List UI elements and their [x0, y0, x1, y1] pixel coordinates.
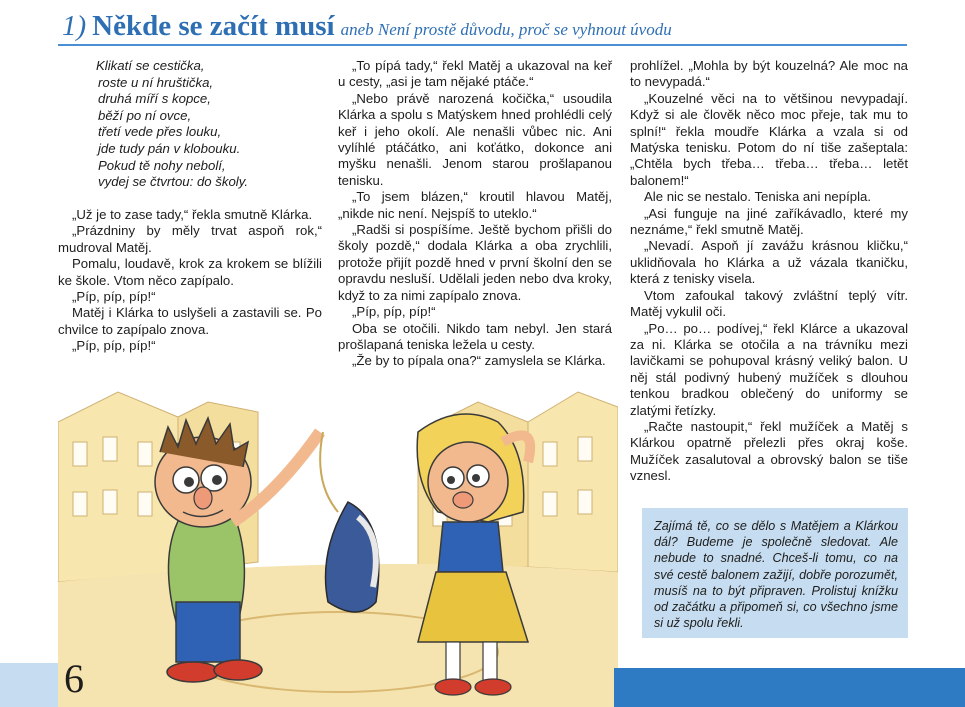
header-rule: [58, 44, 907, 46]
paragraph: prohlížel. „Mohla by být kouzelná? Ale moc na to nevypadá.“: [630, 58, 908, 90]
paragraph: „To pípá tady,“ řekl Matěj a ukazoval na keř u cesty, „asi je tam nějaké ptáče.“: [338, 58, 612, 90]
chapter-subtitle: aneb Není prostě důvodu, proč se vyhnout úvodu: [340, 20, 672, 39]
paragraph: Pomalu, loudavě, krok za krokem se blížili ke škole. Vtom něco zapípalo.: [58, 256, 322, 288]
footer-bar-right: [614, 668, 965, 707]
text-column-1: [58, 207, 322, 355]
paragraph: „To jsem blázen,“ kroutil hlavou Matěj, „nikde nic není. Nejspíš to uteklo.“: [338, 189, 612, 221]
paragraph: „Radši si pospíšíme. Ještě bychom přišli do školy pozdě,“ dodala Klárka a oba zrychlili, protože přijít pozdě hned v první školní den se opravdu nesluší. Udělali jeden nebo dva kroky, když to za nimi zapípalo znova.: [338, 222, 612, 303]
paragraph: „Račte nastoupit,“ řekl mužíček a Matěj s Klárkou opatrně přelezli přes okraj koše. Mužíček zasalutoval a obrovský balon se tiše vznesl.: [630, 418, 908, 484]
paragraph: Ale nic se nestalo. Teniska ani nepípla.: [644, 189, 872, 205]
chapter-header: [62, 10, 907, 44]
poem-line: jde tudy pán v klobouku.: [98, 140, 241, 156]
poem-line: Pokud tě nohy nebolí,: [98, 157, 226, 173]
poem-line: Klikatí se cestička,: [96, 58, 205, 73]
paragraph: Oba se otočili. Nikdo tam nebyl. Jen stará prošlapaná teniska ležela u cesty.: [338, 320, 612, 352]
paragraph: „Píp, píp, píp!“: [352, 304, 436, 320]
poem-line: třetí vede přes louku,: [98, 124, 222, 140]
footer-bar-left: [0, 663, 58, 707]
poem-line: druhá míří s kopce,: [98, 91, 211, 107]
paragraph: „Kouzelné věci na to většinou nevypadají. Když si ale člověk něco moc přeje, tak mu to splní!“ řekla moudře Klárka a vzala si od Matýska tenisku. Potom do ní tiše zašeptala: „Chtěla bych třeba… třeba… třeba… letět balonem!“: [630, 90, 908, 188]
paragraph: „Že by to pípala ona?“ zamyslela se Klárka.: [352, 353, 606, 369]
paragraph: „Píp, píp, píp!“: [72, 338, 156, 354]
poem-line: běží po ní ovce,: [98, 107, 192, 123]
poem-line: roste u ní hruštička,: [98, 74, 214, 90]
page-number: 6: [64, 656, 84, 701]
text-column-3: [630, 58, 908, 485]
paragraph: „Už je to zase tady,“ řekla smutně Klárka.: [72, 207, 313, 222]
text-column-2: [338, 58, 612, 386]
paragraph: Vtom zafoukal takový zvláštní teplý vítr. Matěj vykulil oči.: [630, 287, 908, 320]
paragraph: „Po… po… podívej,“ řekl Klárce a ukazoval za ni. Klárka se otočila a na trávníku mezi lavičkami se pohupoval krásný veliký balon. U něj stál podivný hubený mužíček s dlouhou tenkou bradkou oblečený do uniformy se zlatými řetízky.: [630, 320, 908, 418]
paragraph: „Asi funguje na jiné zaříkávadlo, které my neznáme,“ řekl smutně Matěj.: [630, 205, 908, 238]
paragraph: Matěj i Klárka to uslyšeli a zastavili se. Po chvilce to zapípalo znova.: [58, 305, 322, 337]
illustration: [58, 372, 618, 707]
chapter-title: Někde se začít musí: [92, 10, 335, 42]
paragraph: „Nevadí. Aspoň jí zavážu krásnou kličku,“ uklidňovala ho Klárka a už vázala tkaničku, která z tenisky visela.: [630, 238, 908, 287]
poem: [96, 58, 326, 191]
poem-line: vydej se čtvrtou: do školy.: [98, 174, 249, 190]
paragraph: „Píp, píp, píp!“: [72, 289, 156, 305]
paragraph: „Prázdniny by měly trvat aspoň rok,“ mudroval Matěj.: [58, 223, 322, 255]
paragraph: „Nebo právě narozená kočička,“ usoudila Klárka a spolu s Matýskem hned prohlédli celý keř i jeho okolí. Ale nenašli vůbec nic. Ani vylíhlé ptáčátko, ani koťátko, dokonce ani myšku nenašli. Jenom starou prošlapanou tenisku.: [338, 90, 612, 188]
info-box: Zajímá tě, co se dělo s Matějem a Klárkou dál? Budeme je společně sledovat. Ale nebude to snadné. Chceš-li tomu, co na své cestě balonem zažijí, dobře porozumět, musíš na to být připraven. Prolistuj knížku od začátku a připomeň si, co všechno jsme si už spolu řekli.: [642, 508, 908, 638]
chapter-number: 1): [62, 10, 87, 42]
